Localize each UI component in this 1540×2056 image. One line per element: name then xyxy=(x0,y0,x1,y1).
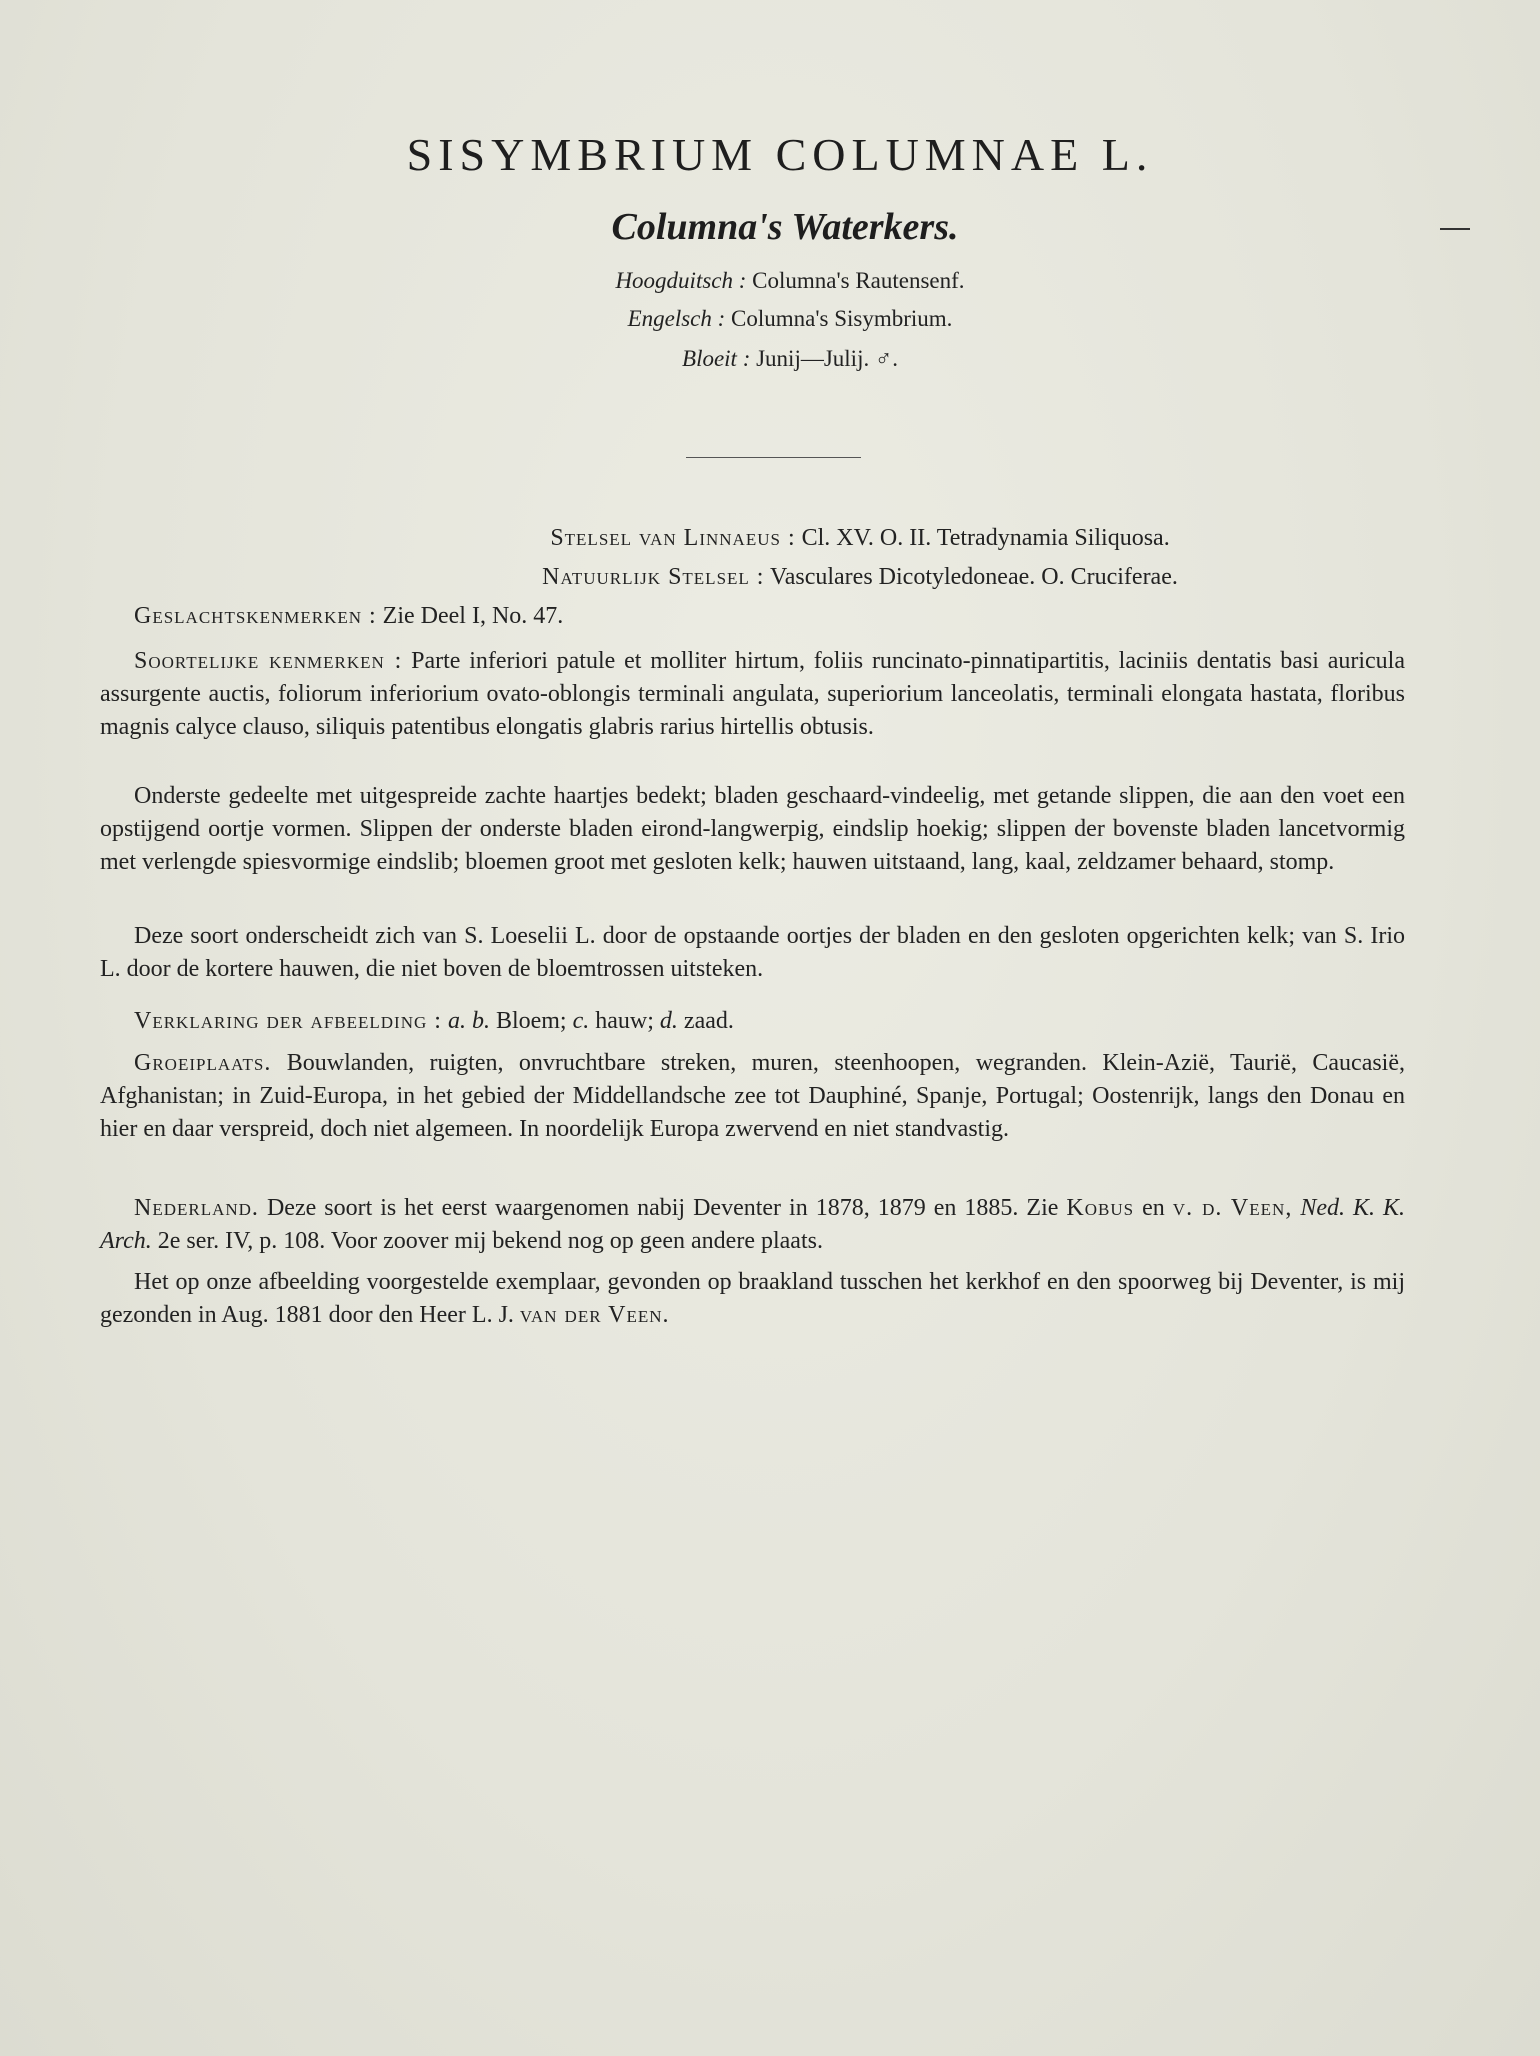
genus-value: Zie Deel I, No. 47. xyxy=(382,603,564,629)
author-veen: v. d. Veen, xyxy=(1172,1195,1293,1221)
divider xyxy=(686,457,861,458)
name-english-label: Engelsch : xyxy=(627,306,726,331)
name-german-value: Columna's Rautensenf. xyxy=(752,268,965,293)
name-english-value: Columna's Sisymbrium. xyxy=(731,306,953,331)
genus-label: Geslachtskenmerken : xyxy=(134,603,377,629)
netherlands-text-2: en xyxy=(1142,1195,1165,1221)
specimen-note xyxy=(100,1266,1405,1332)
habitat-text: Bouwlanden, ruigten, onvruchtbare streken, muren, steenhoopen, wegranden. Klein-Azië, Taurië, Caucasië, Afghanistan; in Zuid-Europa, in het gebied der Middellandsche zee tot Dauphiné, Spanje, Portugal; Oostenrijk, langs den Donau en hier en daar verspreid, doch niet algemeen. In noordelijk Europa zwervend en niet standvastig. xyxy=(100,1050,1406,1142)
natural-system xyxy=(0,564,1540,591)
description-text-1: Onderste gedeelte met uitgespreide zachte haartjes bedekt; bladen geschaard-vindeelig, met getande slippen, die aan den voet een opstijgend oortje vormen. Slippen der onderste bladen eirond-langwerpig, eindslip hoekig; slippen der bovenste bladen lancetvormig met verlengde spiesvormige eindslib; bloemen groot met gesloten kelk; hauwen uitstaand, lang, kaal, zeldzamer behaard, stomp. xyxy=(100,783,1405,875)
species-label: Soortelijke kenmerken : xyxy=(134,648,403,674)
explanation-a-text: Bloem; xyxy=(495,1008,567,1034)
margin-mark xyxy=(1440,228,1470,230)
name-german-label: Hoogduitsch : xyxy=(615,268,747,293)
habitat xyxy=(100,1047,1405,1146)
explanation-label: Verklaring der afbeelding : xyxy=(134,1008,442,1034)
explanation-d-text: zaad. xyxy=(683,1008,734,1034)
common-name: Columna's Waterkers. xyxy=(611,206,959,248)
figure-explanation xyxy=(100,1005,1405,1038)
flowering-label: Bloeit : xyxy=(682,346,751,371)
explanation-c-text: hauw; xyxy=(595,1008,654,1034)
description-paragraph-1 xyxy=(100,780,1405,879)
genus-characteristics xyxy=(100,600,1405,633)
reference-journal: Ned. K. K. Arch. xyxy=(100,1195,1406,1254)
netherlands-text-3: 2e ser. IV, p. 108. Voor zoover mij bekend nog op geen andere plaats. xyxy=(157,1228,823,1254)
netherlands-text-1: Deze soort is het eerst waargenomen nabij Deventer in 1878, 1879 en 1885. Zie xyxy=(266,1195,1059,1221)
linnaeus-system xyxy=(0,525,1540,552)
name-german xyxy=(0,268,1540,294)
netherlands-occurrence xyxy=(100,1192,1405,1258)
specimen-collector: van der Veen. xyxy=(519,1302,670,1328)
natural-label: Natuurlijk Stelsel : xyxy=(542,564,765,590)
name-english xyxy=(0,306,1540,332)
explanation-d: d. xyxy=(659,1008,678,1034)
page-title: SISYMBRIUM COLUMNAE L. xyxy=(406,129,1154,180)
habitat-label: Groeiplaats. xyxy=(134,1050,272,1076)
species-text: Parte inferiori patule et molliter hirtum, foliis runcinato-pinnatipartitis, laciniis dentatis basi auricula assurgente auctis, foliorum inferiorium ovato-oblongis terminali angulata, superiorium lanceolatis, terminali elongata hastata, floribus magnis calyce clauso, siliquis patentibus elongatis glabris rarius hirtellis obtusis. xyxy=(100,648,1405,740)
explanation-c: c. xyxy=(572,1008,590,1034)
description-paragraph-2 xyxy=(100,920,1405,986)
explanation-a: a. b. xyxy=(447,1008,490,1034)
flowering-value: Junij—Julij. ♂. xyxy=(756,346,898,371)
netherlands-label: Nederland. xyxy=(134,1195,259,1221)
description-text-2: Deze soort onderscheidt zich van S. Loeselii L. door de opstaande oortjes der bladen en den gesloten opgerichten kelk; van S. Irio L. door de kortere hauwen, die niet boven de bloemtrossen uitsteken. xyxy=(100,923,1405,982)
flowering-period xyxy=(0,346,1540,372)
species-characteristics xyxy=(100,645,1405,744)
linnaeus-value: Cl. XV. O. II. Tetradynamia Siliquosa. xyxy=(801,525,1170,551)
linnaeus-label: Stelsel van Linnaeus : xyxy=(550,525,796,551)
author-kobus: Kobus xyxy=(1066,1195,1135,1221)
specimen-text: Het op onze afbeelding voorgestelde exemplaar, gevonden op braakland tusschen het kerkhof en den spoorweg bij Deventer, is mij gezonden in Aug. 1881 door den Heer L. J. xyxy=(100,1269,1405,1328)
natural-value: Vasculares Dicotyledoneae. O. Cruciferae. xyxy=(770,564,1178,590)
